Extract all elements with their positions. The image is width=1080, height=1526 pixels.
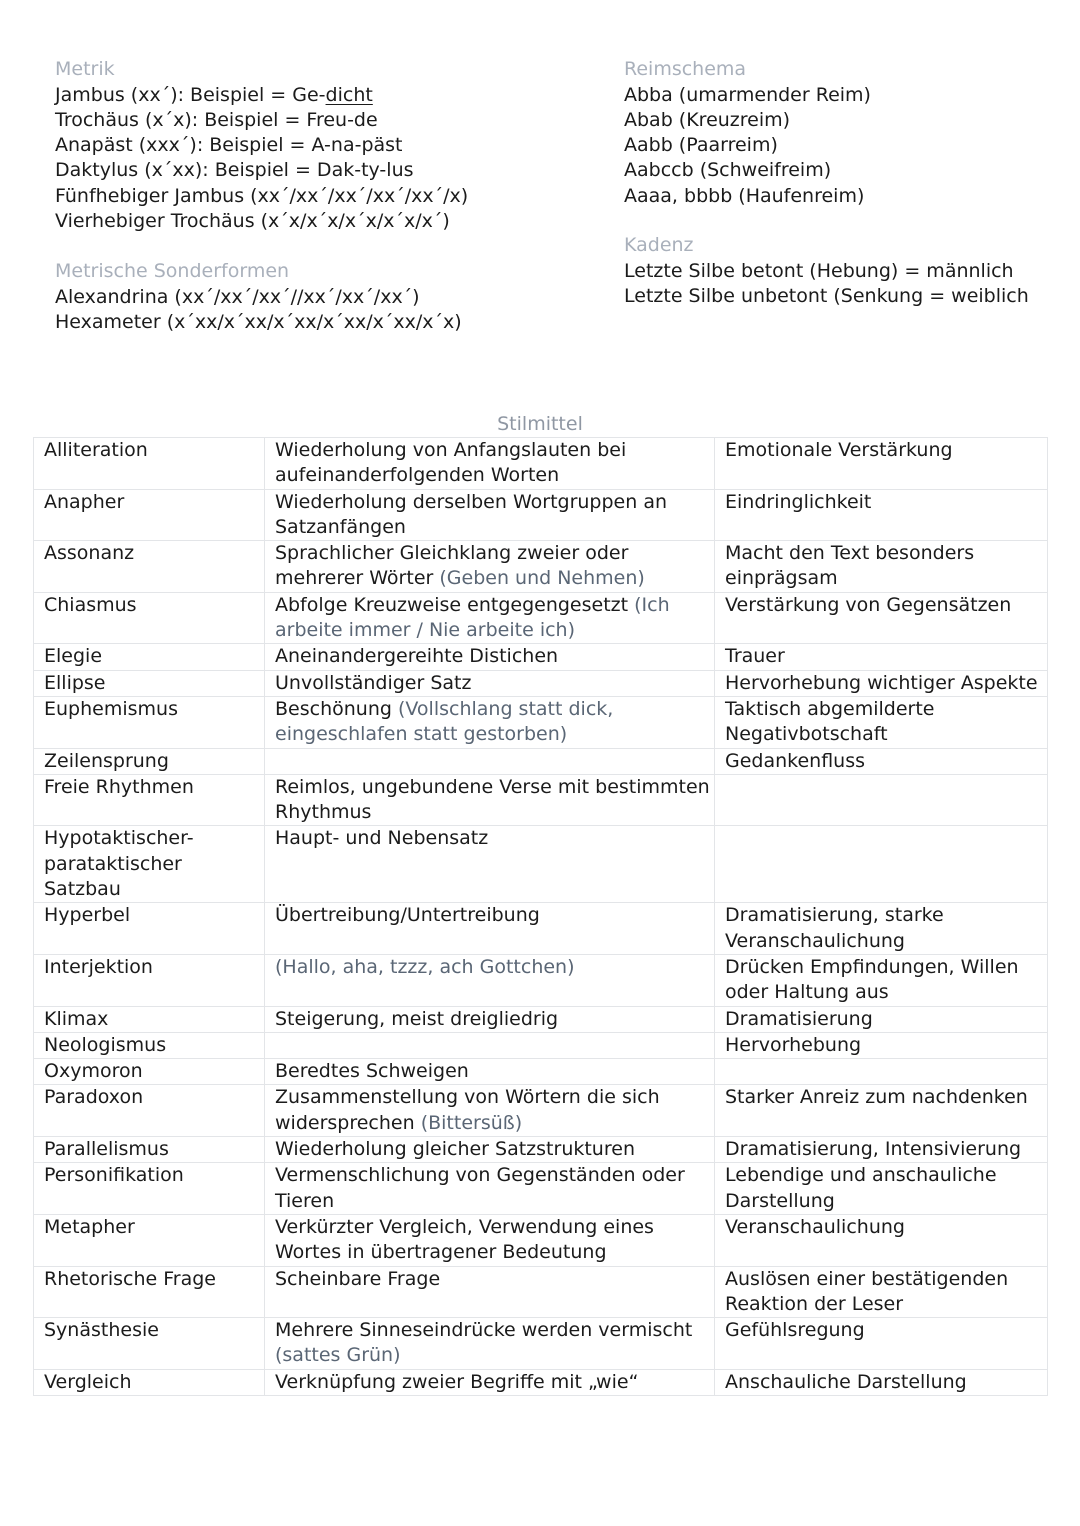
stilmittel-definition: Abfolge Kreuzweise entgegengesetzt [275,593,629,616]
table-row [34,1137,1048,1163]
stilmittel-effect: Gedankenfluss [715,748,1048,774]
stilmittel-name: Zeilensprung [34,748,265,774]
stilmittel-example: (Hallo, aha, tzzz, ach Gottchen) [275,955,575,978]
stilmittel-name: Ellipse [34,670,265,696]
stilmittel-definition-cell [265,1163,715,1215]
table-row [34,1085,1048,1137]
stilmittel-definition-cell [265,1369,715,1395]
stilmittel-definition: Steigerung, meist dreigliedrig [275,1007,559,1030]
metrik-line-text: Jambus (xx´): Beispiel = Ge- [55,83,326,106]
stilmittel-definition-cell [265,541,715,593]
stilmittel-name: Rhetorische Frage [34,1266,265,1318]
stilmittel-definition: Haupt- und Nebensatz [275,827,489,850]
stilmittel-definition: Scheinbare Frage [275,1267,441,1290]
stilmittel-effect: Drücken Empfindungen, Willen oder Haltung aus [715,954,1048,1006]
stilmittel-definition-cell [265,1266,715,1318]
table-row [34,954,1048,1006]
stilmittel-effect: Hervorhebung [715,1032,1048,1058]
metrik-line: Trochäus (x´x): Beispiel = Freu-de [55,108,378,131]
stilmittel-definition-cell [265,774,715,826]
stilmittel-definition-cell [265,1059,715,1085]
stilmittel-name: Vergleich [34,1369,265,1395]
metrik-line: Daktylus (x´xx): Beispiel = Dak-ty-lus [55,159,414,182]
metrik-line-underlined: dicht [325,83,373,106]
stilmittel-example: (Vollschlang statt dick, eingeschlafen statt gestorben) [275,697,614,746]
stilmittel-table [33,437,1048,1396]
stilmittel-definition: Vermenschlichung von Gegenständen oder Tieren [275,1164,685,1212]
stilmittel-effect: Eindringlichkeit [715,489,1048,541]
stilmittel-effect: Macht den Text besonders einprägsam [715,541,1048,593]
stilmittel-effect: Dramatisierung [715,1006,1048,1032]
stilmittel-definition: Reimlos, ungebundene Verse mit bestimmten Rhythmus [275,775,710,824]
table-row [34,903,1048,955]
table-row [34,541,1048,593]
table-row [34,1163,1048,1215]
stilmittel-example: (Geben und Nehmen) [439,567,645,590]
stilmittel-effect: Verstärkung von Gegensätzen [715,592,1048,644]
stilmittel-definition-cell [265,1006,715,1032]
stilmittel-definition-cell [265,438,715,490]
stilmittel-effect [715,774,1048,826]
stilmittel-example: (Ich arbeite immer / Nie arbeite ich) [275,593,670,642]
kadenz-title: Kadenz [624,234,694,256]
stilmittel-definition: Wiederholung von Anfangslauten bei aufeinanderfolgenden Worten [275,439,627,487]
stilmittel-definition-cell [265,592,715,644]
table-row [34,696,1048,748]
metrik-section [55,57,468,234]
table-row [34,670,1048,696]
stilmittel-name: Oxymoron [34,1059,265,1085]
stilmittel-effect [715,826,1048,903]
metrik-line [55,83,468,108]
reimschema-line: Aaaa, bbbb (Haufenreim) [624,184,865,207]
stilmittel-definition-cell [265,489,715,541]
table-row [34,1059,1048,1085]
stilmittel-name: Metapher [34,1214,265,1266]
reimschema-line: Abab (Kreuzreim) [624,108,791,131]
stilmittel-name: Parallelismus [34,1137,265,1163]
stilmittel-definition-cell [265,903,715,955]
table-row [34,1318,1048,1370]
table-row [34,644,1048,670]
stilmittel-definition-cell [265,644,715,670]
table-row [34,1214,1048,1266]
reimschema-line: Aabccb (Schweifreim) [624,159,832,182]
table-row [34,592,1048,644]
reimschema-line: Abba (umarmender Reim) [624,83,871,106]
stilmittel-effect [715,1059,1048,1085]
stilmittel-effect: Dramatisierung, Intensivierung [715,1137,1048,1163]
reimschema-line: Aabb (Paarreim) [624,134,778,157]
stilmittel-name: Hyperbel [34,903,265,955]
stilmittel-name: Euphemismus [34,696,265,748]
stilmittel-name: Assonanz [34,541,265,593]
stilmittel-definition-cell [265,696,715,748]
stilmittel-effect: Auslösen einer bestätigenden Reaktion der Leser [715,1266,1048,1318]
stilmittel-name: Freie Rhythmen [34,774,265,826]
stilmittel-definition-cell [265,954,715,1006]
table-row [34,748,1048,774]
stilmittel-definition: Aneinandergereihte Distichen [275,645,559,668]
stilmittel-definition-cell [265,1214,715,1266]
kadenz-line: Letzte Silbe unbetont (Senkung = weiblich [624,284,1029,307]
stilmittel-effect: Anschauliche Darstellung [715,1369,1048,1395]
metrik-title: Metrik [55,58,115,80]
sonderformen-section [55,259,462,335]
stilmittel-name: Elegie [34,644,265,670]
stilmittel-effect: Hervorhebung wichtiger Aspekte [715,670,1048,696]
table-row [34,1006,1048,1032]
stilmittel-definition-cell [265,1032,715,1058]
stilmittel-definition-cell [265,826,715,903]
stilmittel-name: Anapher [34,489,265,541]
table-row [34,1032,1048,1058]
stilmittel-name: Chiasmus [34,592,265,644]
table-row [34,1266,1048,1318]
stilmittel-name: Synästhesie [34,1318,265,1370]
stilmittel-effect: Starker Anreiz zum nachdenken [715,1085,1048,1137]
sonderformen-line: Hexameter (x´xx/x´xx/x´xx/x´xx/x´xx/x´x) [55,310,462,333]
stilmittel-effect: Trauer [715,644,1048,670]
table-row [34,1369,1048,1395]
sonderformen-line: Alexandrina (xx´/xx´/xx´//xx´/xx´/xx´) [55,285,420,308]
stilmittel-definition-cell [265,1085,715,1137]
table-row [34,438,1048,490]
stilmittel-definition-cell [265,1137,715,1163]
stilmittel-name: Klimax [34,1006,265,1032]
stilmittel-name: Neologismus [34,1032,265,1058]
stilmittel-definition: Verknüpfung zweier Begriffe mit „wie“ [275,1370,639,1393]
stilmittel-name: Interjektion [34,954,265,1006]
stilmittel-table-body [34,438,1048,1396]
stilmittel-definition: Beschönung [275,697,392,720]
stilmittel-definition: Verkürzter Vergleich, Verwendung eines Wortes in übertragener Bedeutung [275,1215,654,1264]
stilmittel-definition-cell [265,1318,715,1370]
stilmittel-definition: Übertreibung/Untertreibung [275,904,540,927]
metrik-line: Vierhebiger Trochäus (x´x/x´x/x´x/x´x/x´) [55,209,450,232]
stilmittel-definition: Wiederholung derselben Wortgruppen an Satzanfängen [275,490,668,538]
table-row [34,826,1048,903]
reimschema-title: Reimschema [624,58,747,80]
stilmittel-name: Paradoxon [34,1085,265,1137]
stilmittel-name: Alliteration [34,438,265,490]
stilmittel-definition: Unvollständiger Satz [275,671,472,694]
stilmittel-definition-cell [265,748,715,774]
table-row [34,489,1048,541]
stilmittel-title: Stilmittel [497,413,583,435]
stilmittel-example: (Bittersüß) [420,1111,523,1134]
kadenz-line: Letzte Silbe betont (Hebung) = männlich [624,259,1014,282]
reimschema-section [624,57,871,209]
sonderformen-title: Metrische Sonderformen [55,260,290,282]
table-row [34,774,1048,826]
stilmittel-name: Hypotaktischer-parataktischer Satzbau [34,826,265,903]
stilmittel-definition: Mehrere Sinneseindrücke werden vermischt [275,1319,693,1342]
stilmittel-effect: Gefühlsregung [715,1318,1048,1370]
stilmittel-definition: Beredtes Schweigen [275,1060,469,1083]
kadenz-section [624,233,1029,309]
metrik-line: Anapäst (xxx´): Beispiel = A-na-päst [55,134,403,157]
stilmittel-definition: Sprachlicher Gleichklang zweier oder mehrerer Wörter [275,542,629,590]
stilmittel-example: (sattes Grün) [275,1344,401,1367]
stilmittel-definition-cell [265,670,715,696]
stilmittel-definition: Wiederholung gleicher Satzstrukturen [275,1138,635,1161]
stilmittel-effect: Lebendige und anschauliche Darstellung [715,1163,1048,1215]
stilmittel-effect: Taktisch abgemilderte Negativbotschaft [715,696,1048,748]
stilmittel-effect: Dramatisierung, starke Veranschaulichung [715,903,1048,955]
stilmittel-definition: Zusammenstellung von Wörtern die sich widersprechen [275,1086,660,1134]
stilmittel-effect: Emotionale Verstärkung [715,438,1048,490]
stilmittel-name: Personifikation [34,1163,265,1215]
metrik-line: Fünfhebiger Jambus (xx´/xx´/xx´/xx´/xx´/x) [55,184,469,207]
stilmittel-effect: Veranschaulichung [715,1214,1048,1266]
